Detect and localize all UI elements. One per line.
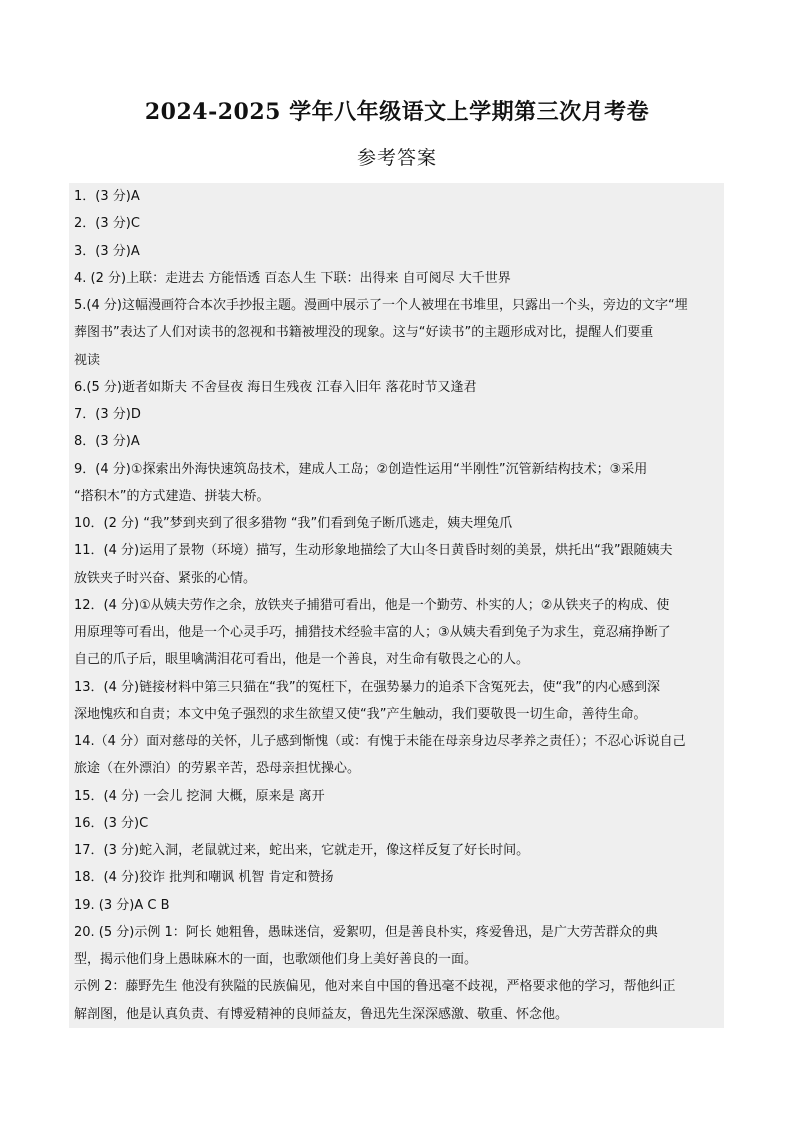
- answer-line: 解剖图，他是认真负责、有博爱精神的良师益友，鲁迅先生深深感激、敬重、怀念他。: [74, 1006, 569, 1022]
- answer-line: 自己的爪子后，眼里噙满泪花可看出，他是一个善良，对生命有敬畏之心的人。: [74, 652, 530, 668]
- answer-line: 15．(4 分) 一会儿 挖洞 大概，原来是 离开: [74, 788, 325, 804]
- answer-line: 19. (3 分)A C B: [74, 897, 170, 913]
- answer-line: 2．(3 分)C: [74, 216, 140, 232]
- answer-line: 13．(4 分)链接材料中第三只猫在“我”的冤枉下，在强势暴力的追杀下含冤死去，使“我”的内心感到深: [74, 679, 661, 695]
- answer-line: 4. (2 分)上联：走进去 方能悟透 百态人生 下联：出得来 自可阅尽 大千世界: [74, 270, 511, 286]
- answer-line: 10．(2 分) “我”梦到夹到了很多猎物 “我”们看到兔子断爪逃走，姨夫埋兔爪: [74, 516, 513, 532]
- answer-line: “搭积木”的方式建造、拼装大桥。: [74, 488, 270, 504]
- answer-line: 17．(3 分)蛇入洞，老鼠就过来，蛇出来，它就走开，像这样反复了好长时间。: [74, 843, 530, 859]
- answer-line: 示例 2：藤野先生 他没有狭隘的民族偏见，他对来自中国的鲁迅毫不歧视，严格要求他的学习，帮他纠正: [74, 979, 676, 995]
- answer-line: 6.(5 分)逝者如斯夫 不舍昼夜 海日生残夜 江春入旧年 落花时节又逢君: [74, 379, 477, 395]
- answer-line: 16．(3 分)C: [74, 815, 149, 831]
- answer-line: 8．(3 分)A: [74, 434, 140, 450]
- answer-line: 9．(4 分)①探索出外海快速筑岛技术，建成人工岛；②创造性运用“半刚性”沉管新结构技术；③采用: [74, 461, 648, 477]
- answer-line: 1．(3 分)A: [74, 189, 140, 204]
- answer-line: 20. (5 分)示例 1：阿长 她粗鲁，愚昧迷信，爱絮叨，但是善良朴实，疼爱鲁迅，是广大劳苦群众的典: [74, 924, 658, 940]
- answer-line: 深地愧疚和自责；本文中兔子强烈的求生欲望又使“我”产生触动，我们要敬畏一切生命，善待生命。: [74, 706, 647, 722]
- answer-line: 型，揭示他们身上愚昧麻木的一面，也歌颂他们身上美好善良的一面。: [74, 952, 478, 968]
- answer-section: [69, 183, 724, 1028]
- page-title: 2024-2025 学年八年级语文上学期第三次月考卷: [144, 99, 650, 125]
- answer-line: 11．(4 分)运用了景物（环境）描写，生动形象地描绘了大山冬日黄昏时刻的美景，烘托出“我”跟随姨夫: [74, 543, 673, 559]
- answer-line: 5.(4 分)这幅漫画符合本次手抄报主题。漫画中展示了一个人被埋在书堆里，只露出一个头，旁边的文字“埋: [74, 298, 688, 314]
- answer-line: 7．(3 分)D: [74, 407, 141, 423]
- answer-line: 旅途（在外漂泊）的劳累辛苦，恐母亲担忧操心。: [74, 761, 361, 777]
- answer-line: 18．(4 分)狡诈 批判和嘲讽 机智 肯定和赞扬: [74, 870, 334, 886]
- answer-line: 3．(3 分)A: [74, 243, 140, 259]
- answer-line: 用原理等可看出，他是一个心灵手巧，捕猎技术经验丰富的人；③从姨夫看到兔子为求生，竟忍痛挣断了: [74, 625, 671, 641]
- answer-line: 12．(4 分)①从姨夫劳作之余，放铁夹子捕猎可看出，他是一个勤劳、朴实的人；②从铁夹子的构成、使: [74, 597, 670, 613]
- answer-line: 14.（4 分）面对慈母的关怀，儿子感到惭愧（或：有愧于未能在母亲身边尽孝养之责任）；不忍心诉说自己: [74, 734, 686, 750]
- answer-line: 视读: [74, 352, 101, 368]
- page-subtitle: 参考答案: [356, 147, 437, 169]
- answer-line: 葬图书”表达了人们对读书的忽视和书籍被埋没的现象。这与“好读书”的主题形成对比，提醒人们要重: [74, 325, 654, 341]
- answer-line: 放铁夹子时兴奋、紧张的心情。: [74, 570, 257, 586]
